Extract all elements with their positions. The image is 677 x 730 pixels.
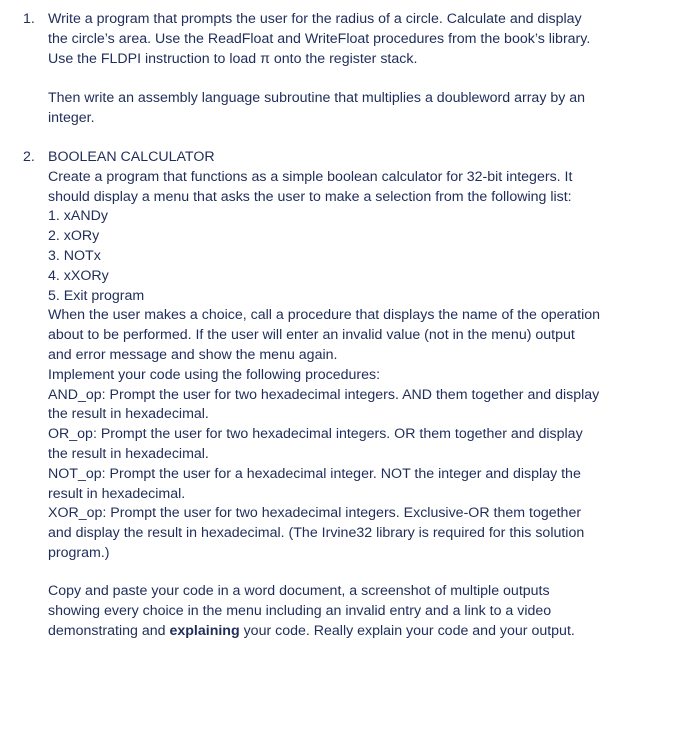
not-op-description: result in hexadecimal. (48, 485, 186, 502)
item-2-text (48, 148, 640, 564)
closing-line (48, 622, 640, 642)
menu-option-4: 4. xXORy (48, 267, 109, 284)
item-2-number: 2. (23, 149, 35, 165)
item-2-line: Create a program that functions as a simple boolean calculator for 32-bit integers. It (48, 168, 573, 185)
item-2-line: Implement your code using the following procedures: (48, 366, 381, 383)
menu-option-5: 5. Exit program (48, 287, 145, 304)
item-2-heading: BOOLEAN CALCULATOR (48, 149, 215, 165)
item-2-line: about to be performed. If the user will enter an invalid value (not in the menu) output (48, 327, 575, 344)
menu-option-3: 3. NOTx (48, 247, 101, 264)
item-2-line: and error message and show the menu again. (48, 346, 338, 363)
item-1-line: the circle’s area. Use the ReadFloat and WriteFloat procedures from the book’s library. (48, 30, 591, 47)
and-op-description: the result in hexadecimal. (48, 406, 209, 423)
not-op-description: NOT_op: Prompt the user for a hexadecimal integer. NOT the integer and display the (48, 465, 581, 482)
closing-line: showing every choice in the menu including an invalid entry and a link to a video (48, 602, 552, 619)
xor-op-description: XOR_op: Prompt the user for two hexadecimal integers. Exclusive-OR them together (48, 505, 582, 522)
menu-option-1: 1. xANDy (48, 208, 108, 225)
closing-text: your code. Really explain your code and your output. (239, 622, 575, 639)
item-2-line: should display a menu that asks the user to make a selection from the following list: (48, 188, 572, 205)
or-op-description: the result in hexadecimal. (48, 445, 209, 462)
xor-op-description: program.) (48, 544, 110, 561)
and-op-description: AND_op: Prompt the user for two hexadecimal integers. AND them together and display (48, 386, 600, 403)
closing-instructions (48, 582, 640, 641)
menu-option-2: 2. xORy (48, 228, 100, 245)
emphasis-text: explaining (169, 622, 240, 639)
closing-text: demonstrating and (48, 622, 170, 639)
item-2-line: When the user makes a choice, call a procedure that displays the name of the operation (48, 307, 601, 324)
item-1-line: Use the FLDPI instruction to load π onto the register stack. (48, 50, 418, 67)
item-1-followup-line: integer. (48, 109, 95, 126)
item-1-text (48, 10, 640, 69)
item-1-line: Write a program that prompts the user for the radius of a circle. Calculate and display (48, 11, 582, 27)
item-1-followup (48, 89, 640, 129)
xor-op-description: and display the result in hexadecimal. (The Irvine32 library is required for this solution (48, 525, 585, 542)
item-1-followup-line: Then write an assembly language subroutine that multiplies a doubleword array by an (48, 90, 586, 106)
item-1-number: 1. (23, 11, 35, 27)
or-op-description: OR_op: Prompt the user for two hexadecimal integers. OR them together and display (48, 426, 583, 443)
closing-line: Copy and paste your code in a word document, a screenshot of multiple outputs (48, 583, 550, 599)
